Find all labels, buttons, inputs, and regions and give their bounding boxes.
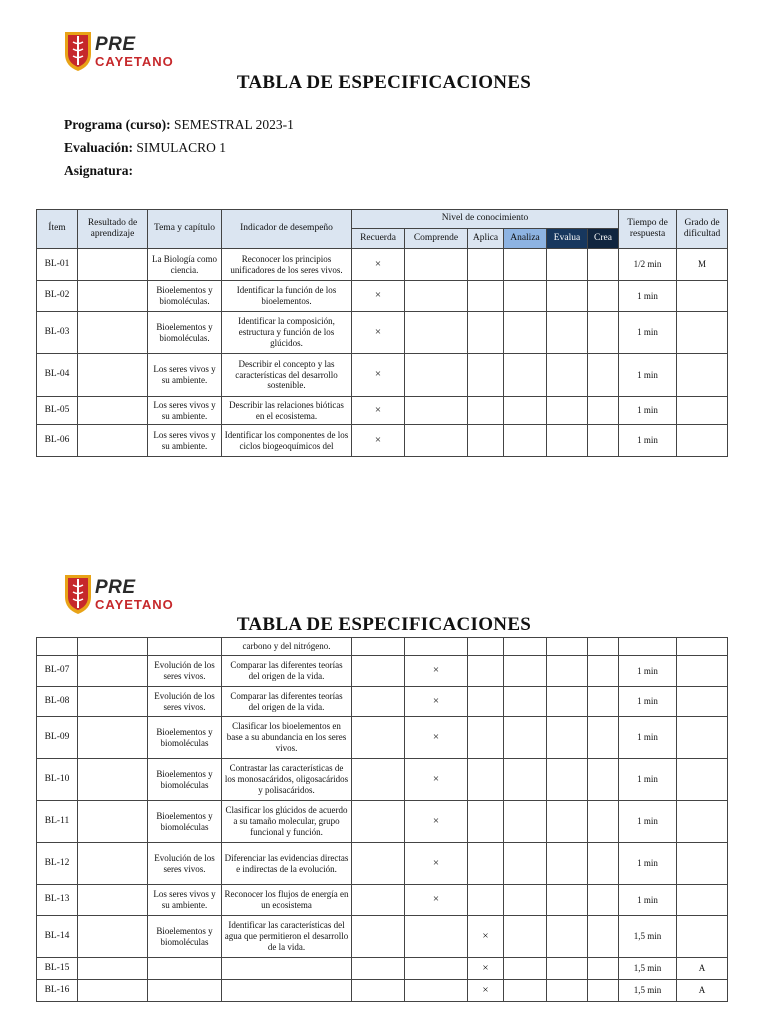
programa-label: Programa (curso): bbox=[64, 117, 171, 132]
tiempo-cell: 1 min bbox=[619, 656, 677, 687]
tema-cell: Evolución de los seres vivos. bbox=[148, 656, 222, 687]
tiempo-cell: 1 min bbox=[619, 759, 677, 801]
level-cell bbox=[504, 759, 547, 801]
header-analiza: Analiza bbox=[504, 229, 547, 249]
level-cell bbox=[504, 843, 547, 885]
level-mark: × bbox=[352, 312, 405, 354]
level-cell bbox=[468, 717, 504, 759]
header-item: Ítem bbox=[37, 210, 78, 249]
level-cell bbox=[352, 717, 405, 759]
table-row bbox=[37, 916, 728, 958]
tema-cell: Bioelementos y biomoléculas bbox=[148, 759, 222, 801]
specifications-table-continued bbox=[36, 637, 728, 1002]
level-mark: × bbox=[405, 885, 468, 916]
level-cell bbox=[468, 885, 504, 916]
grado-cell bbox=[677, 281, 728, 312]
resultado-cell bbox=[78, 717, 148, 759]
table-row bbox=[37, 687, 728, 717]
level-cell bbox=[547, 687, 588, 717]
level-cell bbox=[352, 656, 405, 687]
table-row bbox=[37, 656, 728, 687]
level-cell bbox=[405, 958, 468, 980]
brand-cayetano-text: CAYETANO bbox=[95, 53, 174, 69]
level-cell bbox=[405, 354, 468, 397]
programa-value: SEMESTRAL 2023-1 bbox=[173, 117, 294, 132]
indicador-cell: Reconocer los flujos de energía en un ecosistema bbox=[222, 885, 352, 916]
tema-cell: Los seres vivos y su ambiente. bbox=[148, 354, 222, 397]
level-cell bbox=[547, 249, 588, 281]
header-recuerda: Recuerda bbox=[352, 229, 405, 249]
page-title: TABLA DE ESPECIFICACIONES bbox=[236, 72, 532, 93]
grado-cell bbox=[677, 801, 728, 843]
level-cell bbox=[504, 916, 547, 958]
header-tema: Tema y capítulo bbox=[148, 210, 222, 249]
document-page-2 bbox=[0, 540, 768, 1024]
empty-cell bbox=[547, 638, 588, 656]
level-cell bbox=[468, 759, 504, 801]
level-cell bbox=[547, 980, 588, 1002]
table-row bbox=[37, 885, 728, 916]
table-row bbox=[37, 759, 728, 801]
evaluacion-value: SIMULACRO 1 bbox=[136, 140, 227, 155]
indicador-cell: Clasificar los glúcidos de acuerdo a su tamaño molecular, grupo funcional y función. bbox=[222, 801, 352, 843]
tiempo-cell: 1,5 min bbox=[619, 980, 677, 1002]
indicador-cell: Clasificar los bioelementos en base a su abundancia en los seres vivos. bbox=[222, 717, 352, 759]
tema-cell bbox=[148, 980, 222, 1002]
indicador-cell: Identificar los componentes de los ciclos biogeoquímicos del bbox=[222, 425, 352, 457]
tiempo-cell: 1,5 min bbox=[619, 958, 677, 980]
item-cell: BL-16 bbox=[37, 980, 78, 1002]
level-cell bbox=[504, 354, 547, 397]
page-separator bbox=[0, 480, 768, 540]
level-cell bbox=[588, 312, 619, 354]
grado-cell: A bbox=[677, 958, 728, 980]
level-cell bbox=[504, 281, 547, 312]
item-cell: BL-09 bbox=[37, 717, 78, 759]
level-cell bbox=[504, 717, 547, 759]
level-cell bbox=[547, 958, 588, 980]
resultado-cell bbox=[78, 843, 148, 885]
resultado-cell bbox=[78, 281, 148, 312]
header-crea: Crea bbox=[588, 229, 619, 249]
empty-cell bbox=[37, 638, 78, 656]
level-cell bbox=[504, 958, 547, 980]
level-cell bbox=[405, 249, 468, 281]
evaluacion-label: Evaluación: bbox=[64, 140, 134, 155]
level-cell bbox=[352, 958, 405, 980]
item-cell: BL-05 bbox=[37, 397, 78, 425]
tema-cell: Evolución de los seres vivos. bbox=[148, 843, 222, 885]
tiempo-cell: 1 min bbox=[619, 281, 677, 312]
indicador-cell: Reconocer los principios unificadores de los seres vivos. bbox=[222, 249, 352, 281]
item-cell: BL-03 bbox=[37, 312, 78, 354]
indicador-cell: Identificar la función de los bioelementos. bbox=[222, 281, 352, 312]
header-tiempo: Tiempo de respuesta bbox=[619, 210, 677, 249]
indicador-continuation: carbono y del nitrógeno. bbox=[222, 638, 352, 656]
level-mark: × bbox=[405, 717, 468, 759]
table-row bbox=[37, 801, 728, 843]
indicador-cell: Contrastar las características de los monosacáridos, oligosacáridos y polisacáridos. bbox=[222, 759, 352, 801]
grado-cell: A bbox=[677, 980, 728, 1002]
tiempo-cell: 1 min bbox=[619, 397, 677, 425]
table-row bbox=[37, 425, 728, 457]
item-cell: BL-07 bbox=[37, 656, 78, 687]
level-cell bbox=[547, 801, 588, 843]
tiempo-cell: 1 min bbox=[619, 687, 677, 717]
tiempo-cell: 1 min bbox=[619, 885, 677, 916]
empty-cell bbox=[677, 638, 728, 656]
item-cell: BL-11 bbox=[37, 801, 78, 843]
item-cell: BL-02 bbox=[37, 281, 78, 312]
indicador-cell bbox=[222, 980, 352, 1002]
empty-cell bbox=[468, 638, 504, 656]
grado-cell bbox=[677, 425, 728, 457]
indicador-cell: Comparar las diferentes teorías del origen de la vida. bbox=[222, 656, 352, 687]
level-cell bbox=[352, 801, 405, 843]
level-cell bbox=[547, 312, 588, 354]
table-row bbox=[37, 312, 728, 354]
tema-cell: Bioelementos y biomoléculas bbox=[148, 717, 222, 759]
level-cell bbox=[352, 843, 405, 885]
level-cell bbox=[468, 354, 504, 397]
level-cell bbox=[504, 656, 547, 687]
empty-cell bbox=[504, 638, 547, 656]
table-row bbox=[37, 843, 728, 885]
level-mark: × bbox=[468, 916, 504, 958]
tema-cell: Los seres vivos y su ambiente. bbox=[148, 425, 222, 457]
level-cell bbox=[588, 759, 619, 801]
level-mark: × bbox=[405, 759, 468, 801]
item-cell: BL-13 bbox=[37, 885, 78, 916]
empty-cell bbox=[588, 638, 619, 656]
level-mark: × bbox=[352, 397, 405, 425]
level-cell bbox=[504, 801, 547, 843]
item-cell: BL-15 bbox=[37, 958, 78, 980]
tiempo-cell: 1 min bbox=[619, 801, 677, 843]
item-cell: BL-14 bbox=[37, 916, 78, 958]
level-cell bbox=[588, 843, 619, 885]
level-cell bbox=[468, 397, 504, 425]
programa-line bbox=[64, 117, 294, 133]
item-cell: BL-12 bbox=[37, 843, 78, 885]
level-cell bbox=[352, 980, 405, 1002]
resultado-cell bbox=[78, 425, 148, 457]
grado-cell bbox=[677, 397, 728, 425]
asignatura-line bbox=[64, 163, 133, 179]
level-mark: × bbox=[352, 249, 405, 281]
table-row bbox=[37, 980, 728, 1002]
level-mark: × bbox=[405, 843, 468, 885]
level-mark: × bbox=[352, 425, 405, 457]
grado-cell bbox=[677, 916, 728, 958]
level-cell bbox=[468, 249, 504, 281]
header-comprende: Comprende bbox=[405, 229, 468, 249]
level-cell bbox=[405, 281, 468, 312]
level-cell bbox=[588, 916, 619, 958]
header-evalua: Evalua bbox=[547, 229, 588, 249]
level-cell bbox=[588, 687, 619, 717]
indicador-cell: Comparar las diferentes teorías del origen de la vida. bbox=[222, 687, 352, 717]
level-cell bbox=[352, 687, 405, 717]
level-cell bbox=[588, 958, 619, 980]
empty-cell bbox=[405, 638, 468, 656]
indicador-cell: Diferenciar las evidencias directas e indirectas de la evolución. bbox=[222, 843, 352, 885]
level-cell bbox=[468, 656, 504, 687]
level-cell bbox=[588, 717, 619, 759]
table-row bbox=[37, 354, 728, 397]
indicador-cell: Describir las relaciones bióticas en el ecosistema. bbox=[222, 397, 352, 425]
tiempo-cell: 1 min bbox=[619, 843, 677, 885]
table-row bbox=[37, 397, 728, 425]
resultado-cell bbox=[78, 958, 148, 980]
level-cell bbox=[588, 397, 619, 425]
tema-cell: Bioelementos y biomoléculas. bbox=[148, 312, 222, 354]
table-row bbox=[37, 717, 728, 759]
grado-cell bbox=[677, 687, 728, 717]
resultado-cell bbox=[78, 980, 148, 1002]
level-cell bbox=[468, 281, 504, 312]
level-cell bbox=[588, 656, 619, 687]
continuation-row bbox=[37, 638, 728, 656]
level-mark: × bbox=[468, 958, 504, 980]
level-cell bbox=[547, 656, 588, 687]
specifications-table bbox=[36, 209, 728, 457]
item-cell: BL-04 bbox=[37, 354, 78, 397]
header-aplica: Aplica bbox=[468, 229, 504, 249]
item-cell: BL-08 bbox=[37, 687, 78, 717]
resultado-cell bbox=[78, 759, 148, 801]
table-body-page-2 bbox=[37, 638, 728, 1002]
level-mark: × bbox=[468, 980, 504, 1002]
resultado-cell bbox=[78, 801, 148, 843]
item-cell: BL-01 bbox=[37, 249, 78, 281]
table-header bbox=[37, 210, 728, 249]
resultado-cell bbox=[78, 354, 148, 397]
table-row bbox=[37, 249, 728, 281]
header-nivel: Nivel de conocimiento bbox=[352, 210, 619, 229]
document-page-1 bbox=[0, 0, 768, 480]
tema-cell: Bioelementos y biomoléculas. bbox=[148, 281, 222, 312]
brand-pre-text: PRE bbox=[95, 33, 136, 55]
level-cell bbox=[588, 980, 619, 1002]
resultado-cell bbox=[78, 397, 148, 425]
indicador-cell bbox=[222, 958, 352, 980]
level-cell bbox=[547, 354, 588, 397]
resultado-cell bbox=[78, 312, 148, 354]
tiempo-cell: 1 min bbox=[619, 354, 677, 397]
level-cell bbox=[588, 281, 619, 312]
grado-cell bbox=[677, 759, 728, 801]
level-cell bbox=[504, 312, 547, 354]
tiempo-cell: 1 min bbox=[619, 717, 677, 759]
level-cell bbox=[468, 312, 504, 354]
tiempo-cell: 1/2 min bbox=[619, 249, 677, 281]
header-grado: Grado de dificultad bbox=[677, 210, 728, 249]
grado-cell: M bbox=[677, 249, 728, 281]
level-mark: × bbox=[405, 801, 468, 843]
tema-cell: Evolución de los seres vivos. bbox=[148, 687, 222, 717]
level-cell bbox=[588, 801, 619, 843]
level-cell bbox=[504, 249, 547, 281]
tiempo-cell: 1 min bbox=[619, 312, 677, 354]
indicador-cell: Identificar la composición, estructura y función de los glúcidos. bbox=[222, 312, 352, 354]
level-cell bbox=[547, 717, 588, 759]
level-cell bbox=[547, 843, 588, 885]
empty-cell bbox=[78, 638, 148, 656]
level-cell bbox=[588, 425, 619, 457]
item-cell: BL-10 bbox=[37, 759, 78, 801]
level-cell bbox=[504, 397, 547, 425]
tema-cell: Bioelementos y biomoléculas bbox=[148, 916, 222, 958]
level-cell bbox=[405, 425, 468, 457]
shield-caduceus-icon bbox=[64, 30, 92, 72]
level-cell bbox=[468, 425, 504, 457]
tema-cell: Los seres vivos y su ambiente. bbox=[148, 397, 222, 425]
table-row bbox=[37, 958, 728, 980]
table-body-page-1 bbox=[37, 249, 728, 457]
tema-cell bbox=[148, 958, 222, 980]
indicador-cell: Identificar las características del agua que permitieron el desarrollo de la vida. bbox=[222, 916, 352, 958]
level-cell bbox=[504, 425, 547, 457]
pre-cayetano-logo bbox=[64, 30, 174, 72]
level-cell bbox=[405, 397, 468, 425]
resultado-cell bbox=[78, 916, 148, 958]
level-cell bbox=[504, 687, 547, 717]
resultado-cell bbox=[78, 687, 148, 717]
level-mark: × bbox=[352, 354, 405, 397]
tema-cell: Los seres vivos y su ambiente. bbox=[148, 885, 222, 916]
level-cell bbox=[405, 980, 468, 1002]
shield-caduceus-icon bbox=[64, 573, 92, 615]
indicador-cell: Describir el concepto y las características del desarrollo sostenible. bbox=[222, 354, 352, 397]
empty-cell bbox=[148, 638, 222, 656]
level-cell bbox=[547, 397, 588, 425]
brand-cayetano-text: CAYETANO bbox=[95, 596, 174, 612]
level-cell bbox=[405, 312, 468, 354]
tema-cell: La Biología como ciencia. bbox=[148, 249, 222, 281]
page-title: TABLA DE ESPECIFICACIONES bbox=[236, 614, 532, 635]
header-resultado: Resultado de aprendizaje bbox=[78, 210, 148, 249]
grado-cell bbox=[677, 312, 728, 354]
tiempo-cell: 1 min bbox=[619, 425, 677, 457]
level-cell bbox=[547, 759, 588, 801]
pre-cayetano-logo bbox=[64, 573, 174, 615]
grado-cell bbox=[677, 354, 728, 397]
level-cell bbox=[588, 354, 619, 397]
empty-cell bbox=[619, 638, 677, 656]
evaluacion-line bbox=[64, 140, 226, 156]
grado-cell bbox=[677, 843, 728, 885]
empty-cell bbox=[352, 638, 405, 656]
level-cell bbox=[588, 885, 619, 916]
grado-cell bbox=[677, 885, 728, 916]
level-cell bbox=[352, 885, 405, 916]
resultado-cell bbox=[78, 885, 148, 916]
grado-cell bbox=[677, 717, 728, 759]
tema-cell: Bioelementos y biomoléculas bbox=[148, 801, 222, 843]
resultado-cell bbox=[78, 249, 148, 281]
level-cell bbox=[547, 281, 588, 312]
item-cell: BL-06 bbox=[37, 425, 78, 457]
level-mark: × bbox=[405, 687, 468, 717]
level-mark: × bbox=[352, 281, 405, 312]
level-cell bbox=[547, 916, 588, 958]
resultado-cell bbox=[78, 656, 148, 687]
brand-pre-text: PRE bbox=[95, 576, 136, 598]
asignatura-label: Asignatura: bbox=[64, 163, 134, 178]
level-cell bbox=[468, 843, 504, 885]
level-cell bbox=[405, 916, 468, 958]
level-cell bbox=[468, 801, 504, 843]
level-mark: × bbox=[405, 656, 468, 687]
level-cell bbox=[352, 916, 405, 958]
level-cell bbox=[588, 249, 619, 281]
tiempo-cell: 1,5 min bbox=[619, 916, 677, 958]
level-cell bbox=[352, 759, 405, 801]
table-row bbox=[37, 281, 728, 312]
level-cell bbox=[547, 885, 588, 916]
level-cell bbox=[468, 687, 504, 717]
level-cell bbox=[547, 425, 588, 457]
level-cell bbox=[504, 980, 547, 1002]
header-indicador: Indicador de desempeño bbox=[222, 210, 352, 249]
level-cell bbox=[504, 885, 547, 916]
grado-cell bbox=[677, 656, 728, 687]
